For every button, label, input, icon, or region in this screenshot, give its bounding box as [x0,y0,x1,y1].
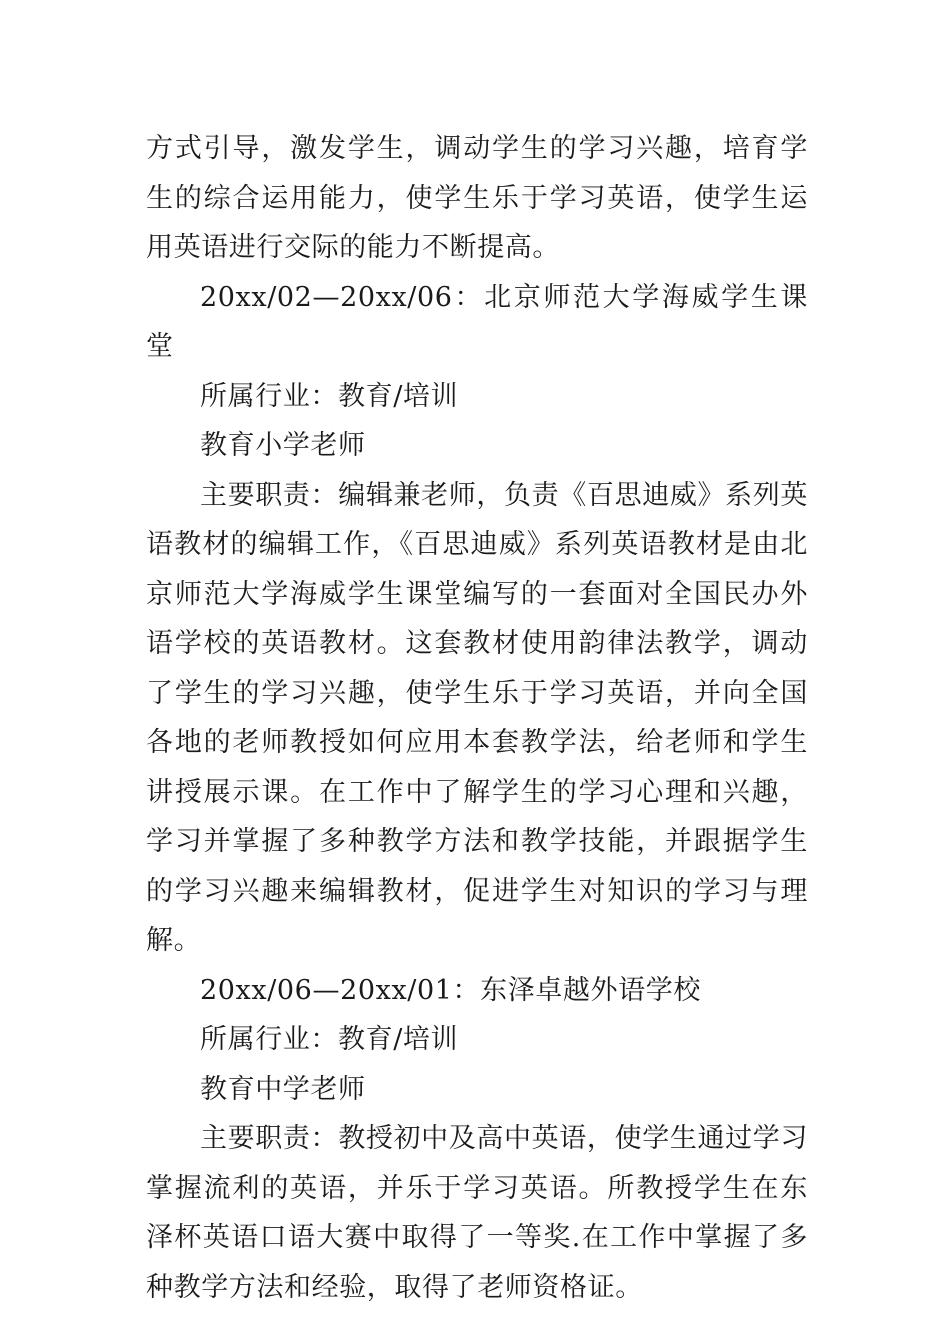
job-period-1: 20xx/02—20xx/06：北京师范大学海威学生课堂 [146,281,808,362]
paragraph-intro-continuation: 方式引导，激发学生，调动学生的学习兴趣，培育学生的综合运用能力，使学生乐于学习英语，使学生运用英语进行交际的能力不断提高。 [146,133,808,263]
job-title-1: 教育小学老师 [200,430,366,461]
job-duties-2: 主要职责：教授初中及高中英语，使学生通过学习掌握流利的英语，并乐于学习英语。所教授学生在东泽杯英语口语大赛中取得了一等奖.在工作中掌握了多种教学方法和经验，取得了老师资格证。 [146,1123,808,1303]
document-body [146,124,808,1312]
job-title-2: 教育中学老师 [200,1073,366,1105]
job-period-2: 20xx/06—20xx/01：东泽卓越外语学校 [200,974,701,1006]
job-industry-1: 所属行业：教育/培训 [200,380,459,412]
job-duties-1: 主要职责：编辑兼老师，负责《百思迪威》系列英语教材的编辑工作，《百思迪威》系列英语教材是由北京师范大学海威学生课堂编写的一套面对全国民办外语学校的英语教材。这套教材使用韵律法教学，调动了学生的学习兴趣，使学生乐于学习英语，并向全国各地的老师教授如何应用本套教学法，给老师和学生讲授展示课。在工作中了解学生的学习心理和兴趣，学习并掌握了多种教学方法和教学技能，并跟据学生的学习兴趣来编辑教材，促进学生对知识的学习与理解。 [146,479,808,956]
job-industry-2: 所属行业：教育/培训 [200,1024,459,1055]
